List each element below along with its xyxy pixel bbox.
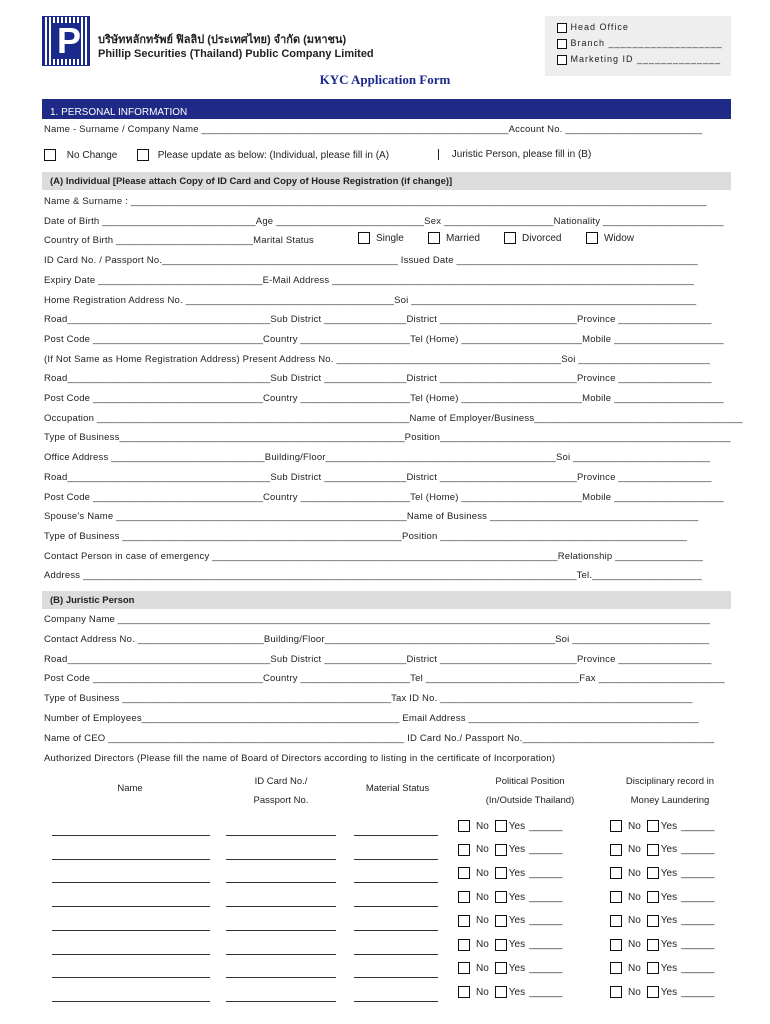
juristic-field-line[interactable]: Road_____________________________________Sub District _______________District _________________________Province _________________ [44,653,712,665]
no-label: No [476,844,489,856]
update-checkbox[interactable] [137,149,149,161]
yes-label: Yes [660,820,678,832]
director-name-field[interactable] [52,835,210,836]
disciplinary-yes-checkbox[interactable] [647,820,659,832]
yes-detail-field[interactable]: ______ [529,962,563,974]
director-status-field[interactable] [354,954,438,955]
marital-label: Divorced [522,233,562,245]
individual-field-line[interactable]: Address __________________________________________________________________________________________Tel.____________________ [44,570,702,582]
individual-field-line[interactable]: Type of Business____________________________________________________Position_____________________________________________________ [44,432,731,444]
juristic-field-line[interactable]: Type of Business _________________________________________________Tax ID No. ______________________________________________ [44,693,693,705]
political-no-checkbox[interactable] [458,867,470,879]
no-label: No [628,915,641,927]
no-label: No [628,868,641,880]
yes-detail-field[interactable]: ______ [681,891,715,903]
yes-detail-field[interactable]: ______ [681,868,715,880]
individual-field-line[interactable]: Road_____________________________________Sub District _______________District _________________________Province _________________ [44,471,712,483]
col-material-status: Material Status [365,783,430,794]
yes-detail-field[interactable]: ______ [529,939,563,951]
political-yes-checkbox[interactable] [495,939,507,951]
individual-field-line[interactable]: Post Code _______________________________Country ____________________Tel (Home) ______________________Mobile ____________________ [44,491,724,503]
no-label: No [628,939,641,951]
director-id-field[interactable] [226,882,336,883]
political-no-checkbox[interactable] [458,820,470,832]
yes-detail-field[interactable]: ______ [529,915,563,927]
disciplinary-yes-checkbox[interactable] [647,962,659,974]
individual-field-line[interactable]: Occupation _________________________________________________________Name of Employer/Business______________________________________ [44,412,743,424]
disciplinary-options [610,962,715,974]
company-name-english: Phillip Securities (Thailand) Public Company Limited [98,48,374,60]
political-options [458,986,563,998]
political-options [458,867,563,879]
individual-field-line[interactable]: Post Code _______________________________Country ____________________Tel (Home) ______________________Mobile ____________________ [44,393,724,404]
disciplinary-options [610,939,715,951]
yes-detail-field[interactable]: ______ [681,962,715,974]
head-office-label: Head Office [570,22,629,32]
disciplinary-options [610,915,715,927]
juristic-field-line: Authorized Directors (Please fill the name of Board of Directors according to listing in the certificate of Incorporation) [44,752,556,764]
no-label: No [476,962,489,974]
director-id-field[interactable] [226,954,336,955]
director-status-field[interactable] [354,977,438,978]
director-status-field[interactable] [354,835,438,836]
yes-label: Yes [660,844,678,856]
col-name: Name [117,783,143,794]
director-name-field[interactable] [52,882,210,883]
section-personal-information-header: 1. PERSONAL INFORMATION [42,99,731,119]
political-no-checkbox[interactable] [458,844,470,856]
political-yes-checkbox[interactable] [495,962,507,974]
no-change-checkbox[interactable] [44,149,56,161]
director-id-field[interactable] [226,906,336,907]
disciplinary-no-checkbox[interactable] [610,820,622,832]
disciplinary-no-checkbox[interactable] [610,986,622,998]
office-selection-box [545,16,731,76]
marital-label: Married [446,233,480,245]
no-label: No [476,868,489,880]
marital-checkbox[interactable] [358,232,370,244]
no-label: No [628,891,641,903]
col-political-position: Political Position (In/Outside Thailand) [485,776,575,806]
branch-label: Branch ___________________ [570,38,723,48]
no-change-option[interactable]: No Change [44,149,117,161]
yes-detail-field[interactable]: ______ [681,915,715,927]
director-status-field[interactable] [354,882,438,883]
disciplinary-options [610,986,715,998]
director-name-field[interactable] [52,930,210,931]
no-label: No [476,915,489,927]
director-name-field[interactable] [52,859,210,860]
juristic-field-line[interactable]: Company Name ____________________________________________________________________________________________________________ [44,614,711,625]
no-label: No [628,962,641,974]
disciplinary-yes-checkbox[interactable] [647,939,659,951]
yes-label: Yes [508,915,526,927]
marital-option-single[interactable] [358,232,404,244]
political-options [458,962,563,974]
no-label: No [476,939,489,951]
disciplinary-no-checkbox[interactable] [610,891,622,903]
yes-detail-field[interactable]: ______ [681,844,715,856]
col-disciplinary-record: Disciplinary record in Money Laundering [625,776,715,806]
yes-label: Yes [660,891,678,903]
individual-field-line[interactable]: Type of Business ___________________________________________________Position _____________________________________________ [44,530,688,542]
director-name-field[interactable] [52,906,210,907]
director-id-field[interactable] [226,859,336,860]
individual-field-line[interactable]: Post Code _______________________________Country ____________________Tel (Home) ______________________Mobile ____________________ [44,333,724,345]
juristic-field-line[interactable]: Number of Employees_______________________________________________ Email Address __________________________________________ [44,713,699,724]
marital-checkbox[interactable] [586,232,598,244]
yes-label: Yes [508,962,526,974]
yes-label: Yes [660,986,678,998]
col-id-card: ID Card No./ Passport No. [253,776,309,806]
disciplinary-no-checkbox[interactable] [610,915,622,927]
yes-label: Yes [508,891,526,903]
political-options [458,820,563,832]
marketing-id-label: Marketing ID ______________ [570,54,722,64]
update-option[interactable]: Please update as below: (Individual, please fill in (A) [137,149,389,161]
disciplinary-no-checkbox[interactable] [610,844,622,856]
individual-field-line[interactable]: Contact Person in case of emergency _______________________________________________________________Relationship ________________ [44,550,703,562]
no-label: No [628,986,641,998]
disciplinary-yes-checkbox[interactable] [647,986,659,998]
individual-field-line[interactable]: ID Card No. / Passport No.___________________________________________ Issued Date ____________________________________________ [44,255,698,267]
yes-detail-field[interactable]: ______ [529,868,563,880]
yes-detail-field[interactable]: ______ [681,986,715,998]
form-title: KYC Application Form [319,72,451,87]
political-no-checkbox[interactable] [458,962,470,974]
director-status-field[interactable] [354,859,438,860]
no-label: No [628,820,641,832]
marital-label: Single [376,233,404,245]
director-status-field[interactable] [354,906,438,907]
director-id-field[interactable] [226,930,336,931]
company-logo: P [42,16,90,66]
no-label: No [476,891,489,903]
disciplinary-options [610,820,715,832]
political-options [458,915,563,927]
marital-label: Widow [604,233,635,245]
political-yes-checkbox[interactable] [495,867,507,879]
individual-field-line[interactable]: Office Address ____________________________Building/Floor__________________________________________Soi _________________________ [44,452,711,464]
yes-label: Yes [660,915,678,927]
yes-detail-field[interactable]: ______ [681,939,715,951]
yes-detail-field[interactable]: ______ [529,986,563,998]
branch-checkbox[interactable] [557,39,567,49]
yes-label: Yes [508,868,526,880]
marital-checkbox[interactable] [428,232,440,244]
marital-option-divorced[interactable] [504,232,561,244]
juristic-section-header: (B) Juristic Person [42,591,731,609]
individual-field-line[interactable]: Home Registration Address No. ______________________________________Soi ____________________________________________________ [44,294,697,306]
director-id-field[interactable] [226,977,336,978]
no-label: No [476,986,489,998]
yes-label: Yes [660,868,678,880]
disciplinary-yes-checkbox[interactable] [647,891,659,903]
head-office-checkbox[interactable] [557,23,567,33]
individual-field-line[interactable]: Expiry Date ______________________________E-Mail Address __________________________________________________________________ [44,274,695,286]
yes-detail-field[interactable]: ______ [529,820,563,832]
political-no-checkbox[interactable] [458,986,470,998]
disciplinary-no-checkbox[interactable] [610,867,622,879]
political-options [458,939,563,951]
name-account-line[interactable]: Name - Surname / Company Name ________________________________________________________Account No. _________________________ [44,124,703,135]
director-name-field[interactable] [52,977,210,978]
director-name-field[interactable] [52,1001,210,1002]
political-no-checkbox[interactable] [458,915,470,927]
yes-label: Yes [508,820,526,832]
yes-label: Yes [508,844,526,856]
political-yes-checkbox[interactable] [495,986,507,998]
director-status-field[interactable] [354,1001,438,1002]
individual-field-line[interactable]: (If Not Same as Home Registration Address) Present Address No. _________________________________________Soi ________________________ [44,353,711,365]
individual-field-line[interactable]: Date of Birth ____________________________Age ___________________________Sex ____________________Nationality ______________________ [44,215,724,227]
marital-option-widow[interactable] [586,232,634,244]
marital-option-married[interactable] [428,232,480,244]
political-yes-checkbox[interactable] [495,820,507,832]
yes-label: Yes [508,986,526,998]
juristic-field-line[interactable]: Contact Address No. _______________________Building/Floor__________________________________________Soi _________________________ [44,633,710,645]
juristic-field-line[interactable]: Post Code _______________________________Country ____________________Tel ____________________________Fax _______________________ [44,673,725,685]
marital-checkbox[interactable] [504,232,516,244]
yes-label: Yes [508,939,526,951]
disciplinary-yes-checkbox[interactable] [647,915,659,927]
political-yes-checkbox[interactable] [495,915,507,927]
political-options [458,891,563,903]
political-options [458,844,563,856]
director-name-field[interactable] [52,954,210,955]
individual-field-line[interactable]: Spouse's Name _____________________________________________________Name of Business ______________________________________ [44,511,699,523]
disciplinary-options [610,844,715,856]
disciplinary-options [610,891,715,903]
company-name-thai: บริษัทหลักทรัพย์ ฟิลลิป (ประเทศไทย) จำกัด (มหาชน) [98,34,347,46]
individual-field-line[interactable]: Road_____________________________________Sub District _______________District _________________________Province _________________ [44,373,712,385]
director-id-field[interactable] [226,1001,336,1002]
juristic-note: Juristic Person, please fill in (B) [438,149,591,160]
individual-field-line[interactable]: Country of Birth _________________________Marital Status [44,235,315,247]
individual-field-line[interactable]: Name & Surname : _________________________________________________________________________________________________________ [44,196,707,207]
yes-label: Yes [660,962,678,974]
yes-detail-field[interactable]: ______ [529,891,563,903]
disciplinary-yes-checkbox[interactable] [647,867,659,879]
director-status-field[interactable] [354,930,438,931]
disciplinary-no-checkbox[interactable] [610,939,622,951]
juristic-field-line[interactable]: Name of CEO ______________________________________________________ ID Card No./ Passport No.___________________________________ [44,732,715,744]
individual-section-header: (A) Individual [Please attach Copy of ID Card and Copy of House Registration (if change)] [42,172,731,190]
political-yes-checkbox[interactable] [495,891,507,903]
political-yes-checkbox[interactable] [495,844,507,856]
yes-detail-field[interactable]: ______ [529,844,563,856]
political-no-checkbox[interactable] [458,939,470,951]
disciplinary-yes-checkbox[interactable] [647,844,659,856]
disciplinary-options [610,867,715,879]
yes-label: Yes [660,939,678,951]
marketing-id-checkbox[interactable] [557,55,567,65]
director-id-field[interactable] [226,835,336,836]
disciplinary-no-checkbox[interactable] [610,962,622,974]
yes-detail-field[interactable]: ______ [681,820,715,832]
no-label: No [476,820,489,832]
no-label: No [628,844,641,856]
political-no-checkbox[interactable] [458,891,470,903]
individual-field-line[interactable]: Road_____________________________________Sub District _______________District _________________________Province _________________ [44,314,712,326]
